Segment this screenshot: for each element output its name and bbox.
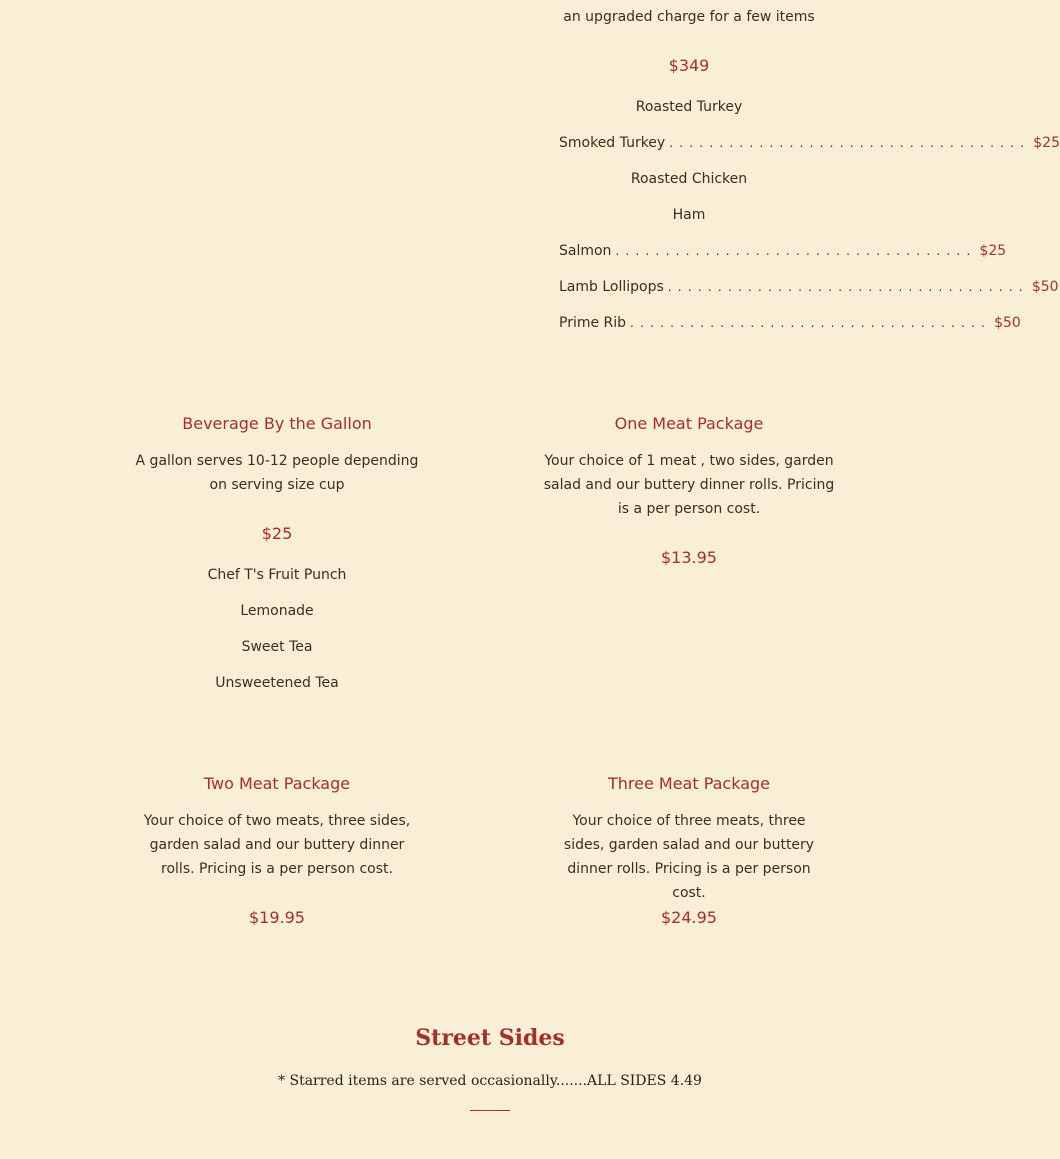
list-item <box>559 277 1059 297</box>
three-meat-section <box>529 774 849 794</box>
dot-leader: . . . . . . . . . . . . . . . . . . . . . . . . . . . . . . . . . . . . <box>630 316 987 330</box>
dot-leader: . . . . . . . . . . . . . . . . . . . . . . . . . . . . . . . . . . . . <box>669 136 1026 150</box>
section-price: $13.95 <box>661 548 717 567</box>
section-price: $24.95 <box>661 908 717 927</box>
item-name: Lamb Lollipops <box>559 279 664 295</box>
list-item: Roasted Turkey <box>635 99 743 115</box>
section-title: Three Meat Package <box>607 774 771 793</box>
street-sides-title: Street Sides <box>415 1025 565 1051</box>
list-item: Unsweetened Tea <box>215 675 339 691</box>
item-upcharge: $50 <box>1031 279 1059 295</box>
item-name: Prime Rib <box>559 315 627 331</box>
list-item: Chef T's Fruit Punch <box>207 567 347 583</box>
beverage-price-wrap <box>117 524 437 544</box>
two-meat-desc-wrap <box>117 809 437 881</box>
three-meat-desc-wrap <box>529 809 849 905</box>
section-description: Your choice of two meats, three sides, garden salad and our buttery dinner rolls. Pricing is a per person cost. <box>143 813 411 877</box>
one-meat-section <box>529 414 849 434</box>
street-sides-note: * Starred items are served occasionally.......ALL SIDES 4.49 <box>278 1073 702 1089</box>
item-name: Smoked Turkey <box>559 135 666 151</box>
top-package-note: an upgraded charge for a few items <box>563 9 815 25</box>
list-item <box>559 313 1021 333</box>
one-meat-price-wrap <box>529 548 849 568</box>
list-item: Lemonade <box>240 603 314 619</box>
section-title: One Meat Package <box>614 414 764 433</box>
list-item: Sweet Tea <box>241 639 313 655</box>
item-upcharge: $25 <box>1033 135 1060 151</box>
list-item: Ham <box>672 207 706 223</box>
beverage-section <box>117 414 437 434</box>
top-package-price-wrap <box>529 56 849 76</box>
dot-leader: . . . . . . . . . . . . . . . . . . . . . . . . . . . . . . . . . . . . <box>667 280 1024 294</box>
section-title: Beverage By the Gallon <box>182 414 372 433</box>
divider <box>470 1110 510 1111</box>
top-package-section <box>529 5 849 29</box>
item-upcharge: $25 <box>979 243 1007 259</box>
section-description: A gallon serves 10-12 people depending on serving size cup <box>135 453 419 493</box>
section-description: Your choice of 1 meat , two sides, garden salad and our buttery dinner rolls. Pricing is a per person cost. <box>543 453 835 517</box>
dot-leader: . . . . . . . . . . . . . . . . . . . . . . . . . . . . . . . . . . . . <box>615 244 972 258</box>
section-description: Your choice of three meats, three sides, garden salad and our buttery dinner rolls. Pricing is a per person cost. <box>563 813 815 901</box>
top-package-items <box>529 97 1060 337</box>
list-item: Roasted Chicken <box>630 171 748 187</box>
beverage-desc-wrap <box>117 449 437 497</box>
beverage-items <box>117 565 437 705</box>
three-meat-price-wrap <box>529 908 849 928</box>
section-price: $19.95 <box>249 908 305 927</box>
two-meat-price-wrap <box>117 908 437 928</box>
item-upcharge: $50 <box>994 315 1021 331</box>
item-name: Salmon <box>559 243 612 259</box>
section-price: $25 <box>261 524 293 543</box>
one-meat-desc-wrap <box>529 449 849 521</box>
top-package-price: $349 <box>668 56 710 75</box>
two-meat-section <box>117 774 437 794</box>
list-item <box>559 133 1060 153</box>
list-item <box>559 241 1007 261</box>
section-title: Two Meat Package <box>203 774 351 793</box>
